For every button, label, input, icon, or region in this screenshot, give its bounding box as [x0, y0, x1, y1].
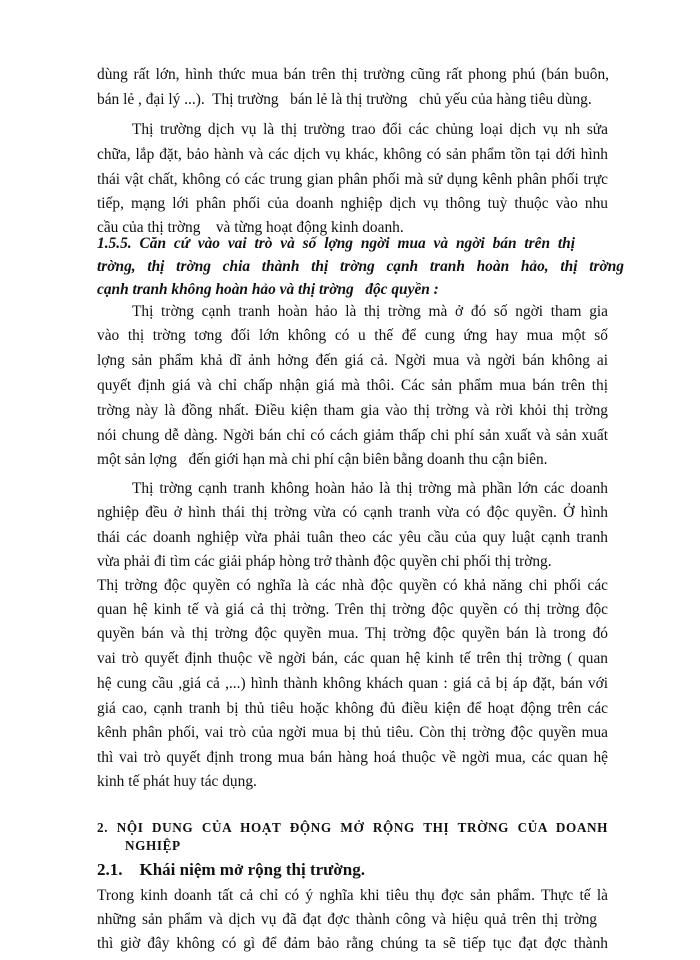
paragraph-line: thì vai trò quyết định trong mua bán hàng hoá thuộc về ngời mua, các quan hệ: [97, 749, 608, 766]
paragraph-line: thì giờ đây không có gì để đảm bảo rằng chúng ta sẽ tiếp tục đạt đợc thành: [97, 935, 608, 952]
paragraph-line: vai trò quyết định thuộc về ngời bán, các quan hệ kinh tế trên thị trờng ( quan: [97, 650, 608, 667]
paragraph-line: những sản phẩm và dịch vụ đã đạt đợc thành công và hiệu quả trên thị trờng: [97, 911, 597, 928]
paragraph-line: một sản lợng đến giới hạn mà chi phí cận biên bằng doanh thu cận biên.: [97, 451, 548, 468]
paragraph-line: bán lẻ , đại lý ...). Thị trường bán lẻ là thị trường chủ yếu của hàng tiêu dùng.: [97, 91, 592, 108]
paragraph-line: Thị trường dịch vụ là thị trường trao đổi các chủng loại dịch vụ nh sửa: [132, 121, 608, 138]
paragraph-line: Thị trờng cạnh tranh hoàn hảo là thị trờng mà ở đó số ngời tham gia: [132, 303, 608, 320]
paragraph-line: nói chung dễ dàng. Ngời bán chỉ có cách giảm thấp chi phí sản xuất và sản xuất: [97, 427, 608, 444]
subsection-heading: 2.1. Khái niệm mở rộng thị trường.: [97, 860, 365, 879]
paragraph-line: vào thị trờng tơng đối lớn không có u thế để cung ứng hay mua một số: [97, 327, 608, 344]
paragraph-line: cầu của thị trờng và từng hoạt động kinh doanh.: [97, 219, 404, 236]
paragraph-line: chữa, lắp đặt, bảo hành và các dịch vụ khác, không có sản phẩm tồn tại dới hình: [97, 146, 608, 163]
section-heading: 1.5.5. Căn cứ vào vai trò và số lợng ngời mua và ngời bán trên thị: [97, 235, 575, 252]
paragraph-line: tiếp, mạng lới phân phối của doanh nghiệp dịch vụ thông tuỳ thuộc vào nhu: [97, 195, 608, 212]
paragraph-line: quyết định giá và chỉ chấp nhận giá mà thôi. Các sản phẩm mua bán trên thị: [97, 377, 608, 394]
paragraph-line: kinh tế phát huy tác dụng.: [97, 773, 257, 790]
chapter-heading: 2. NỘI DUNG CỦA HOẠT ĐỘNG MỞ RỘNG THỊ TRỜNG CỦA DOANH: [97, 820, 608, 835]
paragraph-line: nghiệp đều ở hình thái thị trờng vừa có cạnh tranh vừa có độc quyền. Ở hình: [97, 504, 608, 521]
section-heading: cạnh tranh không hoàn hảo và thị trờng độc quyền :: [97, 281, 439, 298]
paragraph-line: Trong kinh doanh tất cả chỉ có ý nghĩa khi tiêu thụ đợc sản phẩm. Thực tế là: [97, 887, 608, 904]
paragraph-line: Thị trờng cạnh tranh không hoàn hảo là thị trờng mà phần lớn các doanh: [132, 480, 608, 497]
paragraph-line: hệ cung cầu ,giá cả ,...) hình thành không khách quan : giá cả bị áp đặt, bán với: [97, 675, 608, 692]
paragraph-line: thái vật chất, không có các trung gian phân phối mà sử dụng kênh phân phối trực: [97, 171, 608, 188]
paragraph-line: dùng rất lớn, hình thức mua bán trên thị trường cũng rất phong phú (bán buôn,: [97, 66, 609, 83]
paragraph-line: quan hệ kinh tế và giá cả thị trờng. Trên thị trờng độc quyền có thị trờng độc: [97, 601, 608, 618]
paragraph-line: vừa phải đi tìm các giải pháp hòng trở thành độc quyền chi phối thị trờng.: [97, 553, 552, 570]
paragraph-line: lợng sản phẩm khả dĩ ảnh hởng đến giá cả. Ngời mua và ngời bán không ai: [97, 352, 608, 369]
paragraph-line: Thị trờng độc quyền có nghĩa là các nhà độc quyền có khả năng chi phối các: [97, 577, 608, 594]
paragraph-line: kênh phân phối, vai trò của ngời mua bị thủ tiêu. Còn thị trờng độc quyền mua: [97, 724, 608, 741]
chapter-heading: NGHIỆP: [125, 838, 181, 853]
paragraph-line: giá cao, cạnh tranh bị thủ tiêu hoặc không đủ điều kiện để hoạt động trên các: [97, 700, 608, 717]
paragraph-line: thái các doanh nghiệp vừa phải tuân theo các yêu cầu của quy luật cạnh tranh: [97, 529, 608, 546]
paragraph-line: quyền bán và thị trờng độc quyền mua. Thị trờng độc quyền bán là trong đó: [97, 625, 608, 642]
paragraph-line: trờng này là đồng nhất. Điều kiện tham gia vào thị trờng và rời khỏi thị trờng: [97, 402, 608, 419]
section-heading: trờng, thị trờng chia thành thị trờng cạnh tranh hoàn hảo, thị trờng: [97, 258, 624, 275]
